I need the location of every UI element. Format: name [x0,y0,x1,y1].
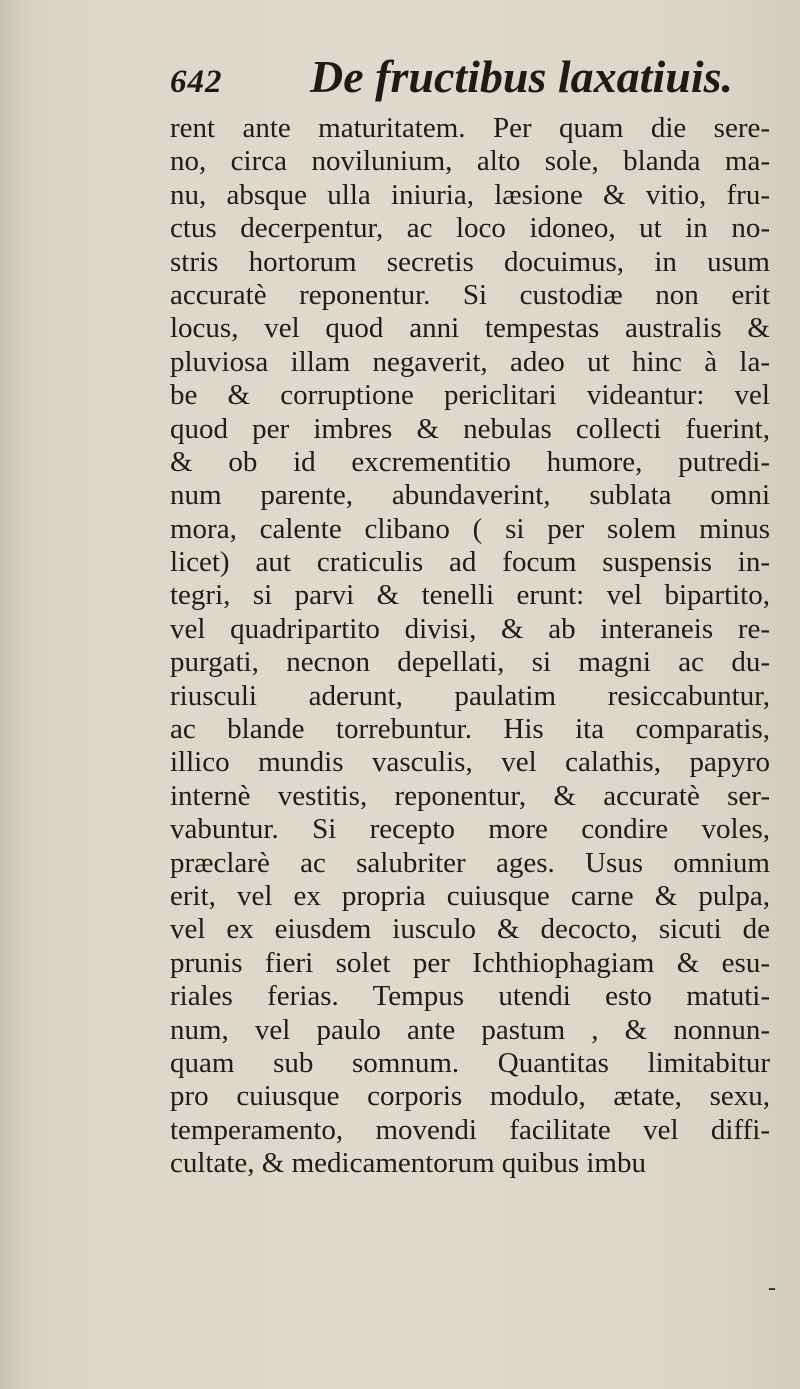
text-line: riusculi aderunt, paulatim resiccabuntur, [170,679,770,712]
body-text [170,112,770,1181]
text-line: nu, absque ulla iniuria, læsione & vitio, fru- [170,178,770,211]
text-line: pro cuiusque corporis modulo, ætate, sexu, [170,1080,770,1113]
text-line: licet) aut craticulis ad focum suspensis in- [170,546,770,579]
text-line: quam sub somnum. Quantitas limitabitur [170,1046,770,1079]
text-line: vel ex eiusdem iusculo & decocto, sicuti de [170,913,770,946]
text-line: pluviosa illam negaverit, adeo ut hinc à la- [170,345,770,378]
page-number: 642 [170,64,223,100]
text-line: be & corruptione periclitari videantur: vel [170,379,770,412]
text-line: ctus decerpentur, ac loco idoneo, ut in no- [170,212,770,245]
text-line: riales ferias. Tempus utendi esto matuti- [170,980,770,1013]
text-line: no, circa novilunium, alto sole, blanda ma- [170,145,770,178]
text-line: stris hortorum secretis docuimus, in usum [170,245,770,278]
text-line: vabuntur. Si recepto more condire voles, [170,813,770,846]
text-line: vel quadripartito divisi, & ab interaneis re- [170,612,770,645]
text-line: mora, calente clibano ( si per solem minus [170,512,770,545]
text-line: temperamento, movendi facilitate vel diffi- [170,1113,770,1146]
text-line: num, vel paulo ante pastum , & nonnun- [170,1013,770,1046]
text-line: quod per imbres & nebulas collecti fuerint, [170,412,770,445]
text-line: rent ante maturitatem. Per quam die sere- [170,112,770,144]
text-line: & ob id excrementitio humore, putredi- [170,445,770,478]
text-line: prunis fieri solet per Ichthiophagiam & esu- [170,946,770,979]
text-line: tegri, si parvi & tenelli erunt: vel bipartito, [170,579,770,612]
text-line: num parente, abundaverint, sublata omni [170,479,770,512]
text-line: ac blande torrebuntur. His ita comparatis, [170,713,770,746]
catchword-mark: - [768,1275,776,1301]
text-line: locus, vel quod anni tempestas australis & [170,312,770,345]
text-line: internè vestitis, reponentur, & accuratè ser- [170,779,770,812]
text-line: accuratè reponentur. Si custodiæ non erit [170,278,770,311]
text-line: erit, vel ex propria cuiusque carne & pulpa, [170,879,770,912]
text-line: purgati, necnon depellati, si magni ac du- [170,646,770,679]
text-line: præclarè ac salubriter ages. Usus omnium [170,846,770,879]
text-line: cultate, & medicamentorum quibus imbu [170,1147,646,1180]
running-title: De fructibus laxatiuis. [310,51,734,102]
text-line: illico mundis vasculis, vel calathis, papyro [170,746,770,779]
page-header [170,50,734,106]
